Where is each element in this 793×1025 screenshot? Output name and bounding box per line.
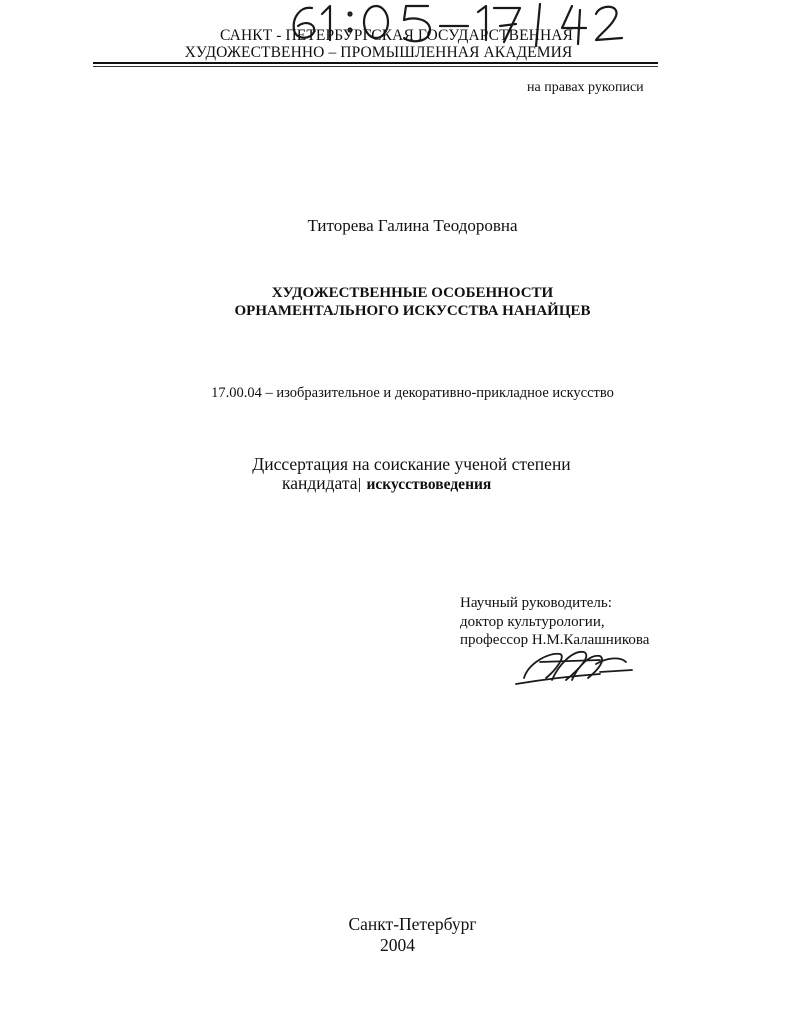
specialty-code: 17.00.04 – изобразительное и декоративно-прикладное искусство (211, 385, 614, 401)
degree-line1: Диссертация на соискание ученой степени (252, 454, 571, 474)
degree-line2-field: искусствоведения (366, 476, 492, 493)
degree-line2 (282, 473, 491, 495)
scan-mark (359, 478, 361, 492)
city: Санкт-Петербург (348, 914, 477, 934)
manuscript-note: на правах рукописи (527, 80, 644, 95)
institution-name-line1: САНКТ - ПЕТЕРБУРГСКАЯ ГОСУДАРСТВЕННАЯ (220, 27, 573, 44)
supervisor-label: Научный руководитель: (460, 595, 612, 611)
supervisor-name: профессор Н.М.Калашникова (460, 632, 650, 648)
institution-name-line2: ХУДОЖЕСТВЕННО – ПРОМЫШЛЕННАЯ АКАДЕМИЯ (184, 44, 573, 61)
title-line2: ОРНАМЕНТАЛЬНОГО ИСКУССТВА НАНАЙЦЕВ (234, 303, 591, 319)
degree-line2-prefix: кандидата (282, 473, 358, 493)
title-line1: ХУДОЖЕСТВЕННЫЕ ОСОБЕННОСТИ (271, 285, 554, 301)
header-divider (93, 62, 658, 64)
supervisor-degree: доктор культурологии, (460, 614, 605, 630)
author-name: Титорева Галина Теодоровна (307, 216, 518, 235)
supervisor-signature (0, 640, 793, 700)
year: 2004 (380, 935, 415, 955)
header-divider-thin (93, 66, 658, 67)
